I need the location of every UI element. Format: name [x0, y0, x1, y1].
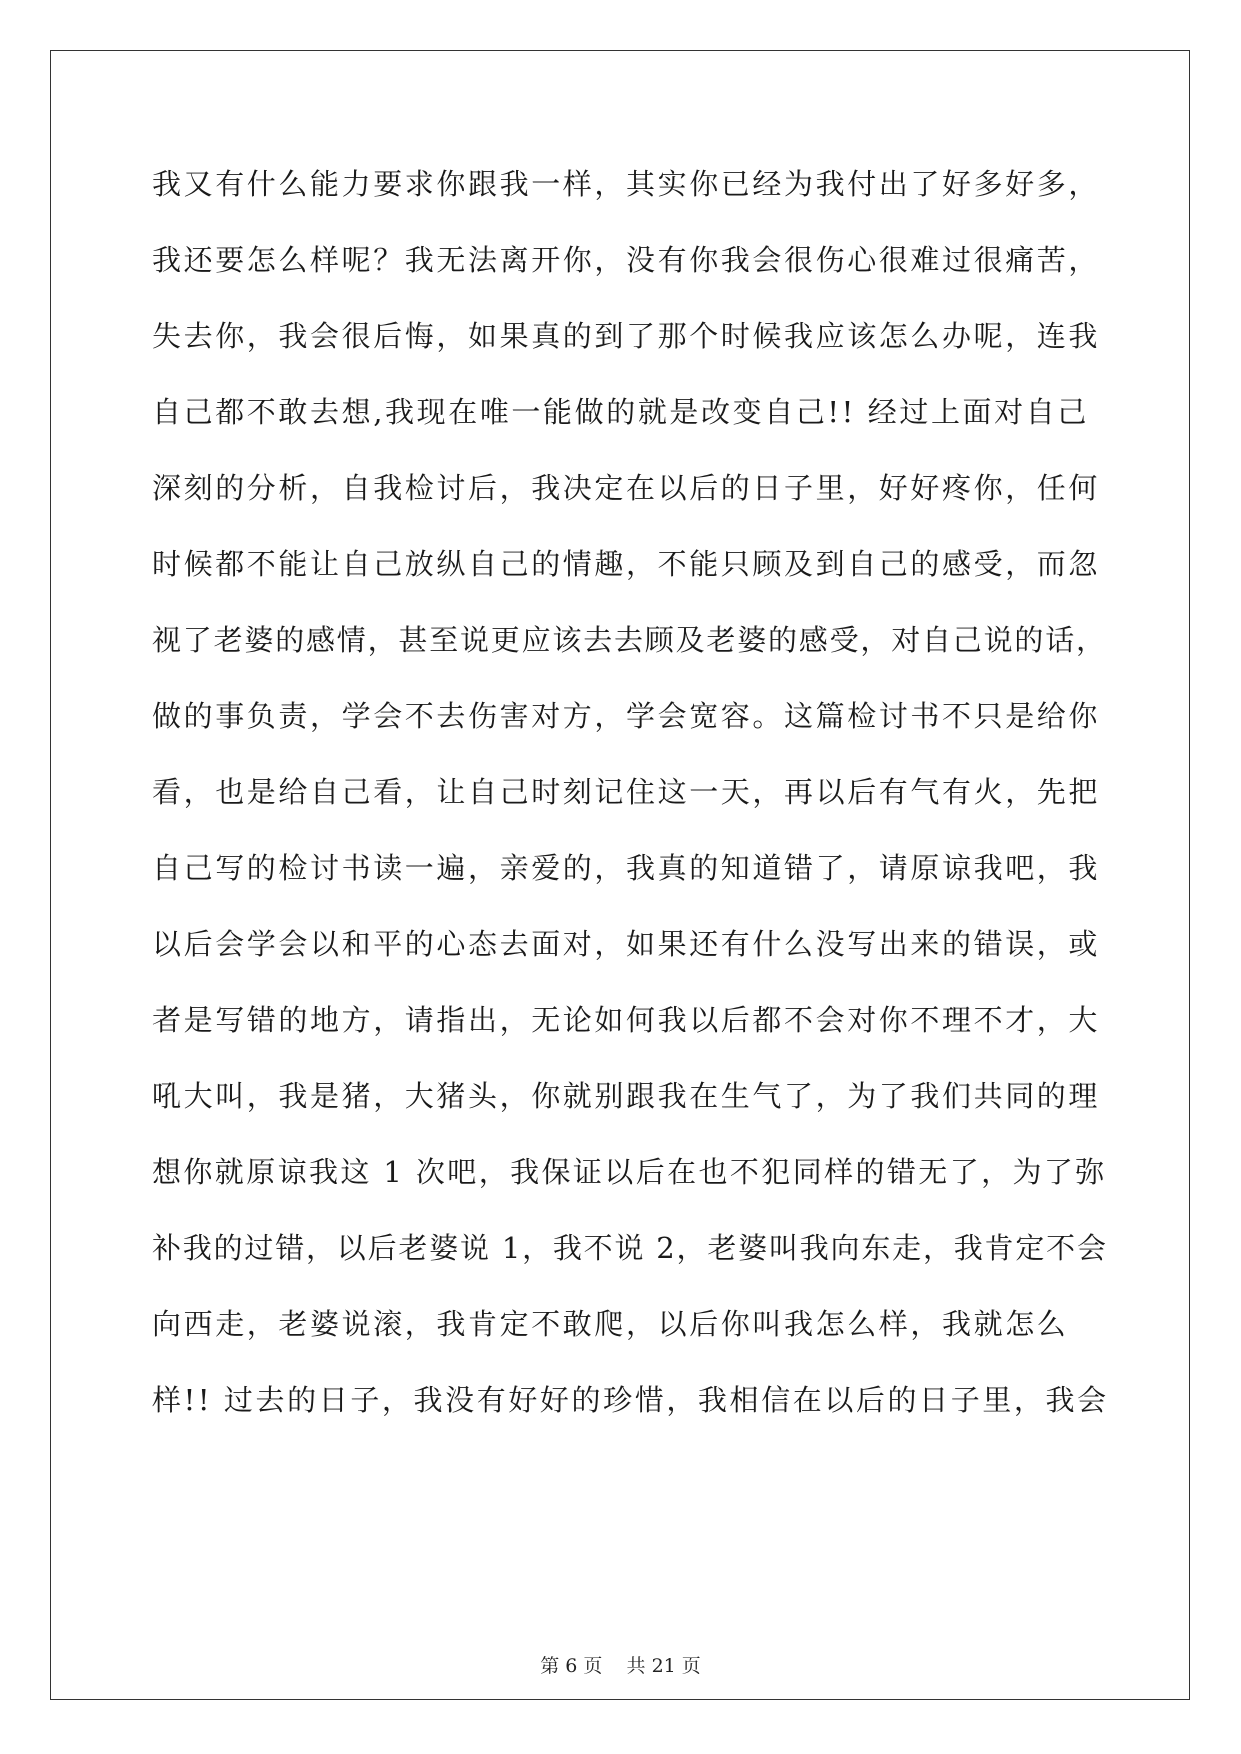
text-line: 自己都不敢去想,我现在唯一能做的就是改变自己!! 经过上面对自己: [152, 395, 1089, 429]
text-line: 失去你，我会很后悔，如果真的到了那个时候我应该怎么办呢，连我: [152, 319, 1101, 353]
text-line: 样!! 过去的日子，我没有好好的珍惜，我相信在以后的日子里，我会: [152, 1383, 1109, 1417]
text-line: 视了老婆的感情，甚至说更应该去去顾及老婆的感受，对自己说的话，: [152, 623, 1107, 657]
text-line: 自己写的检讨书读一遍，亲爱的，我真的知道错了，请原谅我吧，我: [152, 851, 1101, 885]
text-line: 深刻的分析，自我检讨后，我决定在以后的日子里，好好疼你，任何: [152, 471, 1101, 505]
text-line: 看，也是给自己看，让自己时刻记住这一天，再以后有气有火，先把: [152, 775, 1101, 809]
text-line: 我还要怎么样呢？我无法离开你，没有你我会很伤心很难过很痛苦，: [152, 243, 1101, 277]
page-number-footer: 第 6 页 共 21 页: [540, 1655, 701, 1677]
body-text: [152, 166, 1112, 1458]
text-line: 做的事负责，学会不去伤害对方，学会宽容。这篇检讨书不只是给你: [152, 699, 1101, 733]
text-line: 想你就原谅我这 1 次吧，我保证以后在也不犯同样的错无了，为了弥: [152, 1155, 1107, 1189]
text-line: 向西走，老婆说滚，我肯定不敢爬，以后你叫我怎么样，我就怎么: [152, 1307, 1069, 1341]
text-line: 我又有什么能力要求你跟我一样，其实你已经为我付出了好多好多，: [152, 167, 1101, 201]
text-line: 者是写错的地方，请指出，无论如何我以后都不会对你不理不才，大: [152, 1003, 1101, 1037]
text-line: 时候都不能让自己放纵自己的情趣，不能只顾及到自己的感受，而忽: [152, 547, 1101, 581]
text-line: 以后会学会以和平的心态去面对，如果还有什么没写出来的错误，或: [152, 927, 1101, 961]
text-line: 吼大叫，我是猪，大猪头，你就别跟我在生气了，为了我们共同的理: [152, 1079, 1101, 1113]
text-line: 补我的过错，以后老婆说 1，我不说 2，老婆叫我向东走，我肯定不会: [152, 1231, 1108, 1265]
